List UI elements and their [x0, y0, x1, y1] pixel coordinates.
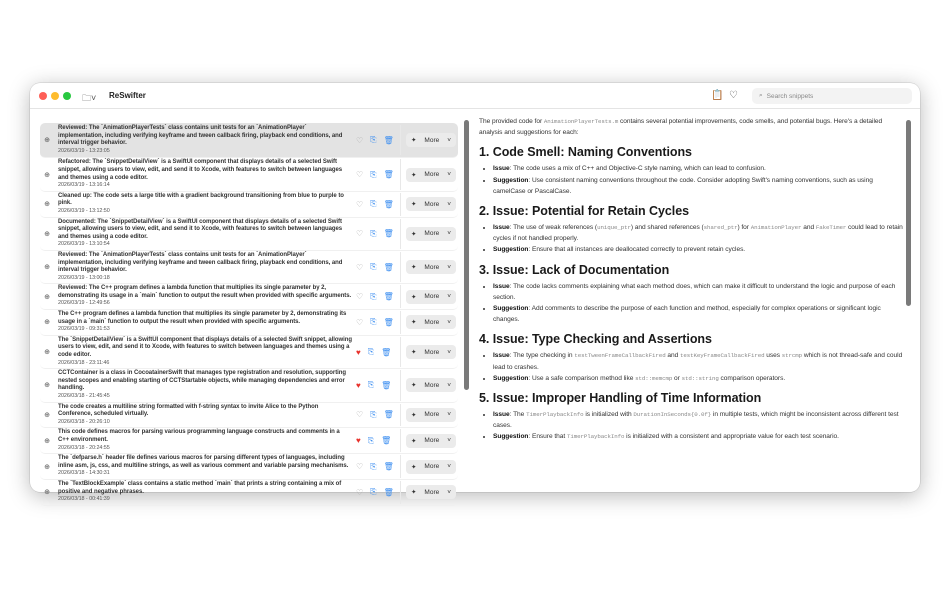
trash-icon[interactable]: 🗑: [381, 347, 392, 357]
more-menu-button[interactable]: ✦ More ˅: [406, 485, 456, 499]
copy-icon[interactable]: ⎘: [367, 435, 375, 445]
snippet-row[interactable]: [40, 158, 458, 191]
sparkle-icon: ✦: [411, 264, 417, 272]
search-input[interactable]: [752, 88, 912, 104]
copy-icon[interactable]: ⎘: [370, 199, 377, 209]
snippet-timestamp: 2026/03/18 - 14:30:31: [58, 470, 110, 477]
snippet-timestamp: 2026/03/19 - 09:31:53: [58, 326, 110, 333]
favorite-heart-icon[interactable]: ♥: [356, 380, 361, 390]
text-span: : Ensure that all instances are deallocated correctly to prevent retain cycles.: [528, 246, 746, 254]
divider: [400, 193, 401, 216]
text-span: ) and shared references (: [630, 224, 704, 232]
divider: [400, 337, 401, 367]
text-span: comparison operators.: [718, 374, 786, 382]
snippet-timestamp: 2026/03/18 - 21:45:45: [58, 393, 110, 399]
favorite-heart-icon[interactable]: ♥: [356, 347, 361, 357]
copy-icon[interactable]: ⎘: [370, 461, 377, 471]
text-span: is initialized with: [583, 411, 634, 419]
more-menu-button[interactable]: ✦ More ˅: [406, 434, 456, 448]
chevron-down-icon: ˅: [447, 200, 451, 208]
chevron-down-icon: ˅: [447, 437, 451, 445]
sparkle-icon: ✦: [411, 230, 417, 238]
more-menu-button[interactable]: ✦ More ˅: [406, 133, 456, 147]
snippet-timestamp: 2026/03/19 - 13:23:05: [58, 147, 110, 154]
chevron-down-icon: ˅: [447, 136, 451, 144]
code-span: DurationInSeconds{0.0f}: [633, 411, 712, 419]
copy-icon[interactable]: ⎘: [370, 228, 377, 238]
more-menu-button[interactable]: ✦ More ˅: [406, 315, 456, 329]
detail-scrollbar[interactable]: [906, 120, 911, 306]
chevron-down-icon: ˅: [447, 230, 451, 238]
divider: [400, 370, 401, 400]
snippet-row[interactable]: [40, 251, 458, 284]
magnify-icon[interactable]: ⊕: [44, 382, 50, 390]
chevron-down-icon: ˅: [447, 318, 451, 326]
trash-icon[interactable]: 🗑: [383, 487, 394, 497]
divider: [400, 285, 401, 308]
code-span: FakeTimer: [815, 224, 847, 232]
detail-pane: [479, 116, 905, 443]
snippet-timestamp: 2026/03/19 - 13:00:18: [58, 274, 110, 281]
snippet-list: [40, 123, 458, 506]
trash-icon[interactable]: 🗑: [383, 170, 394, 180]
chevron-down-icon: ˅: [447, 381, 451, 389]
trash-icon[interactable]: 🗑: [381, 436, 392, 446]
chevron-down-icon: ˅: [447, 171, 451, 179]
favorite-heart-icon[interactable]: ♡: [356, 317, 364, 327]
snippet-row[interactable]: [40, 310, 458, 336]
code-span: testKeyFrameCallbackFired: [680, 352, 765, 360]
favorite-heart-icon[interactable]: ♥: [356, 436, 361, 446]
chevron-down-icon: ˅: [447, 488, 451, 496]
copy-icon[interactable]: ⎘: [367, 380, 375, 390]
text-span: The provided code for: [479, 118, 544, 125]
code-span: TimerPlaybackInfo: [526, 411, 584, 419]
search-icon: ⌕: [759, 92, 763, 99]
code-span: AnimationPlayerTests.m: [543, 118, 619, 125]
more-menu-button[interactable]: ✦ More ˅: [406, 260, 456, 274]
text-span: or: [672, 374, 682, 382]
intro-paragraph: [479, 116, 905, 138]
snippet-timestamp: 2026/03/18 - 23:11:46: [58, 359, 110, 366]
folder-menu-icon[interactable]: 🗀˅: [82, 93, 97, 103]
favorite-heart-icon[interactable]: ♡: [356, 462, 364, 472]
snippet-row[interactable]: [40, 336, 458, 369]
app-window: [30, 83, 920, 503]
favorite-heart-icon[interactable]: ♡: [356, 487, 364, 497]
snippet-description: Reviewed: The `AnimationPlayerTests` class contains unit tests for an `AnimationPlayer` implementation, including verifying keyframe and tween callback firing, playback end conditions, and interval trigger behavior.: [58, 251, 343, 274]
title-bar: [30, 83, 920, 109]
chevron-down-icon: ˅: [447, 348, 451, 356]
text-span: : The use of weak references (: [509, 224, 598, 232]
snippet-row[interactable]: [40, 369, 458, 402]
section-heading: 2. Issue: Potential for Retain Cycles: [479, 204, 690, 219]
divider: [400, 404, 401, 427]
code-span: std::memcmp: [635, 374, 673, 382]
chevron-down-icon: ˅: [447, 293, 451, 301]
section-heading: 1. Code Smell: Naming Conventions: [479, 145, 692, 160]
list-scrollbar[interactable]: [464, 120, 469, 390]
trash-icon[interactable]: 🗑: [383, 462, 394, 472]
divider: [400, 159, 401, 189]
text-span: is initialized with a consistent and appropriate value for each test scenario.: [624, 433, 839, 441]
code-span: unique_ptr: [597, 224, 631, 232]
text-span: contains several potential improvements, code smells, and potential bugs. Here's a detailed analysis and suggestions for each:: [479, 118, 883, 137]
text-span: : Ensure that: [528, 433, 567, 441]
issue-item: • Issue: The type checking in testTweenFrameCallbackFired and testKeyFrameCallbackFired uses strcmp which is not thread-safe and could lead to crashes.: [493, 350, 905, 372]
snippet-row[interactable]: [40, 480, 458, 506]
more-menu-button[interactable]: ✦ More ˅: [406, 227, 456, 241]
text-span: : Use consistent naming conventions throughout the code. Consider adopting Swift's naming conventions, such as using camelCase or PascalCase.: [493, 176, 873, 195]
favorite-heart-icon[interactable]: ♡: [356, 229, 364, 239]
text-span: : The code uses a mix of C++ and Objective-C style naming, which can lead to confusion.: [509, 165, 766, 173]
sparkle-icon: ✦: [411, 463, 417, 471]
favorite-heart-icon[interactable]: ♡: [356, 410, 364, 420]
magnify-icon[interactable]: ⊕: [44, 349, 50, 357]
snippet-row[interactable]: [40, 403, 458, 429]
snippet-row[interactable]: [40, 454, 458, 480]
text-span: : Add comments to describe the purpose of each function and method, especially for complex operations or significant logic changes.: [493, 305, 881, 324]
snippet-description: CCTContainer is a class in CocoatainerSwift that manages type registration and resolution, supporting nested scopes and enabling starting of CCTStartable objects, while managing dependencies and error handling.: [58, 370, 346, 392]
more-menu-button[interactable]: ✦ More ˅: [406, 408, 456, 422]
magnify-icon[interactable]: ⊕: [44, 230, 50, 238]
snippet-timestamp: 2026/03/18 - 20:24:55: [58, 444, 110, 451]
copy-icon[interactable]: ⎘: [370, 291, 377, 301]
issue-item: • Issue: The TimerPlaybackInfo is initialized with DurationInSeconds{0.0f} in multiple tests, which might be inconsistent across different test cases.: [493, 409, 905, 431]
divider: [400, 429, 401, 452]
copy-toolbar-icon[interactable]: 📋: [711, 90, 724, 101]
snippet-timestamp: 2026/03/19 - 13:16:14: [58, 182, 110, 189]
sparkle-icon: ✦: [411, 201, 417, 209]
sparkle-icon: ✦: [411, 319, 417, 327]
trash-icon[interactable]: 🗑: [383, 317, 394, 327]
snippet-description: The code creates a multiline string formatted with f-string syntax to invite Alice to the Python Conference, scheduled virtually.: [58, 403, 319, 418]
sparkle-icon: ✦: [411, 137, 417, 145]
sparkle-icon: ✦: [411, 382, 417, 390]
text-span: : The code lacks comments explaining what each method does, which can make it difficult to understand the logic and purpose of each section.: [493, 282, 896, 301]
copy-icon[interactable]: ⎘: [370, 262, 377, 272]
magnify-icon[interactable]: ⊕: [44, 201, 50, 209]
favorite-heart-icon[interactable]: ♡: [356, 292, 364, 302]
zoom-button[interactable]: [63, 92, 71, 100]
trash-icon[interactable]: 🗑: [383, 292, 394, 302]
sparkle-icon: ✦: [411, 437, 417, 445]
divider: [400, 219, 401, 249]
text-span: in multiple tests, which might be inconsistent across different test cases.: [493, 411, 899, 430]
more-menu-button[interactable]: ✦ More ˅: [406, 378, 456, 392]
more-menu-button[interactable]: ✦ More ˅: [406, 290, 456, 304]
snippet-description: Refactored: The `SnippetDetailView` is a SwiftUI component that displays details of a selected Swift snippet, allowing users to view, edit, and send it to Xcode, with features to switch between languages and themes using a code editor.: [58, 159, 343, 181]
snippet-timestamp: 2026/03/19 - 12:49:56: [58, 300, 110, 307]
issue-item: • Issue: The code uses a mix of C++ and Objective-C style naming, which can lead to confusion.: [493, 163, 905, 174]
snippet-description: The `SnippetDetailView` is a SwiftUI component that displays details of a selected Swift snippet, allowing users to view, edit, and send it to Xcode, with features to switch between languages and themes using a code editor.: [58, 336, 352, 359]
chevron-down-icon: ˅: [447, 463, 451, 471]
code-span: std::string: [681, 374, 719, 382]
snippet-description: The `defparse.h` header file defines various macros for parsing different types of languages, including inline asm, js, css, and multiline strings, as well as various comment and variable parsing mechanisms.: [58, 455, 349, 469]
magnify-icon[interactable]: ⊕: [44, 319, 50, 327]
more-menu-button[interactable]: ✦ More ˅: [406, 345, 456, 359]
code-span: strcmp: [781, 352, 803, 360]
snippet-row[interactable]: [40, 428, 458, 454]
sparkle-icon: ✦: [411, 489, 417, 497]
section-heading: 4. Issue: Type Checking and Assertions: [479, 332, 712, 347]
favorite-heart-icon[interactable]: ♡: [356, 262, 364, 272]
chevron-down-icon: ˅: [447, 263, 451, 271]
sparkle-icon: ✦: [411, 349, 417, 357]
copy-icon[interactable]: ⎘: [370, 169, 377, 179]
snippet-row[interactable]: [40, 123, 458, 158]
suggestion-item: • Suggestion: Add comments to describe the purpose of each function and method, especially for complex operations or significant logic changes.: [493, 303, 905, 325]
snippet-row[interactable]: [40, 192, 458, 218]
text-span: could lead to retain cycles if not handled properly.: [493, 224, 903, 243]
suggestion-item: • Suggestion: Use consistent naming conventions throughout the code. Consider adopting Swift's naming conventions, such as using camelCase or PascalCase.: [493, 175, 905, 197]
favorite-heart-icon[interactable]: ♡: [356, 135, 364, 145]
more-menu-button[interactable]: ✦ More ˅: [406, 460, 456, 474]
copy-icon[interactable]: ⎘: [367, 347, 375, 357]
divider: [400, 252, 401, 282]
trash-icon[interactable]: 🗑: [383, 410, 394, 420]
snippet-description: The `TextBlockExample` class contains a static method `main` that prints a string containing a mix of positive and negative phrases.: [58, 480, 342, 495]
magnify-icon[interactable]: ⊕: [44, 137, 50, 145]
snippet-description: Documented: The `SnippetDetailView` is a SwiftUI component that displays details of a selected Swift snippet, allowing users to view, edit, and send it to Xcode, with features to switch between languages and themes using a code editor.: [58, 218, 343, 240]
magnify-icon[interactable]: ⊕: [44, 264, 50, 272]
trash-icon[interactable]: 🗑: [383, 199, 394, 209]
text-span: : The type checking in: [509, 352, 575, 360]
code-span: AnimationPlayer: [750, 224, 802, 232]
magnify-icon[interactable]: ⊕: [44, 463, 50, 471]
trash-icon[interactable]: 🗑: [383, 135, 394, 145]
minimize-button[interactable]: [51, 92, 59, 100]
suggestion-item: • Suggestion: Use a safe comparison method like std::memcmp or std::string comparison operators.: [493, 373, 905, 384]
code-span: testTweenFrameCallbackFired: [574, 352, 666, 360]
trash-icon[interactable]: 🗑: [383, 262, 394, 272]
magnify-icon[interactable]: ⊕: [44, 293, 50, 301]
section-heading: 3. Issue: Lack of Documentation: [479, 262, 670, 277]
magnify-icon[interactable]: ⊕: [44, 489, 50, 497]
text-span: which is not thread-safe and could lead to crashes.: [493, 352, 903, 371]
code-span: TimerPlaybackInfo: [566, 433, 625, 441]
magnify-icon[interactable]: ⊕: [44, 437, 50, 445]
text-span: : Use a safe comparison method like: [528, 374, 636, 382]
snippet-timestamp: 2026/03/18 - 00:41:39: [58, 496, 110, 503]
copy-icon[interactable]: ⎘: [370, 487, 377, 497]
text-span: and: [801, 224, 816, 232]
text-span: ) for: [737, 224, 751, 232]
chevron-down-icon: ˅: [447, 411, 451, 419]
copy-icon[interactable]: ⎘: [370, 409, 377, 419]
text-span: : The: [509, 411, 527, 419]
magnify-icon[interactable]: ⊕: [44, 411, 50, 419]
text-span: uses: [764, 352, 782, 360]
more-menu-button[interactable]: ✦ More ˅: [406, 168, 456, 182]
text-span: and: [665, 352, 680, 360]
snippet-timestamp: 2026/03/19 - 13:10:54: [58, 241, 110, 248]
divider: [400, 125, 401, 155]
snippet-description: Reviewed: The C++ program defines a lambda function that multiplies its single parameter by 2, demonstrating its usage in a `main` function to output the result when provided with specific arguments.: [58, 285, 352, 299]
section-heading: 5. Issue: Improper Handling of Time Information: [479, 391, 762, 406]
trash-icon[interactable]: 🗑: [383, 229, 394, 239]
divider: [400, 481, 401, 504]
snippet-description: The C++ program defines a lambda function that multiplies its single parameter by 2, demonstrating its usage in a `main` function to output the result when provided with specific arguments.: [58, 311, 347, 325]
divider: [400, 311, 401, 334]
issue-item: • Issue: The code lacks comments explaining what each method does, which can make it difficult to understand the logic and purpose of each section.: [493, 281, 905, 303]
code-span: shared_ptr: [703, 224, 738, 232]
copy-icon[interactable]: ⎘: [370, 135, 377, 145]
issue-item: • Issue: The use of weak references (unique_ptr) and shared references (shared_ptr) for AnimationPlayer and FakeTimer could lead to retain cycles if not handled properly.: [493, 222, 905, 244]
sparkle-icon: ✦: [411, 411, 417, 419]
favorite-heart-icon[interactable]: ♡: [356, 170, 364, 180]
snippet-row[interactable]: [40, 218, 458, 251]
divider: [400, 455, 401, 478]
close-button[interactable]: [39, 92, 47, 100]
snippet-description: Reviewed: The `AnimationPlayerTests` class contains unit tests for an `AnimationPlayer` implementation, including verifying keyframe and tween callback firing, playback end conditions, and interval trigger behavior.: [58, 125, 343, 147]
snippet-timestamp: 2026/03/18 - 20:26:10: [58, 418, 110, 425]
favorites-heart-icon[interactable]: ♡: [729, 90, 738, 101]
magnify-icon[interactable]: ⊕: [44, 171, 50, 179]
search-placeholder: Search snippets: [766, 92, 814, 100]
sparkle-icon: ✦: [411, 293, 417, 301]
snippet-description: Cleaned up: The code sets a large title with a gradient background transitioning from blue to purple to pink.: [58, 192, 344, 207]
sparkle-icon: ✦: [411, 171, 417, 179]
more-menu-button[interactable]: ✦ More ˅: [406, 197, 456, 211]
favorite-heart-icon[interactable]: ♡: [356, 199, 364, 209]
app-title: ReSwifter: [109, 91, 146, 100]
trash-icon[interactable]: 🗑: [381, 380, 392, 390]
suggestion-item: • Suggestion: Ensure that all instances are deallocated correctly to prevent retain cycles.: [493, 244, 905, 255]
suggestion-item: • Suggestion: Ensure that TimerPlaybackInfo is initialized with a consistent and appropriate value for each test scenario.: [493, 431, 905, 442]
copy-icon[interactable]: ⎘: [370, 317, 377, 327]
snippet-description: This code defines macros for parsing various programming language constructs and comments in a C++ environment.: [58, 429, 340, 443]
snippet-timestamp: 2026/03/19 - 13:12:50: [58, 207, 110, 214]
snippet-row[interactable]: [40, 284, 458, 310]
